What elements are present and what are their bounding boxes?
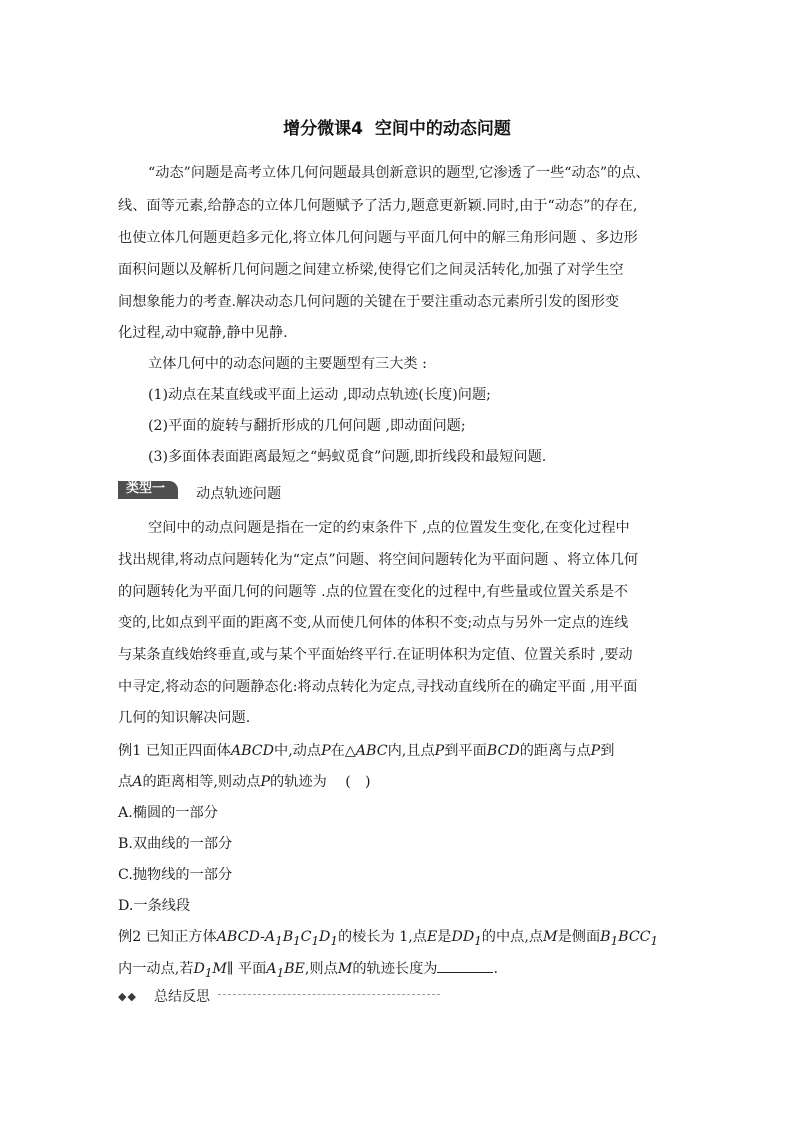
section-badge (118, 481, 178, 497)
math-m: M (543, 929, 558, 945)
math-cube: ABCD-$A_1B_1C_1D_1$ (216, 929, 338, 948)
math-e: E (426, 929, 438, 945)
example2-line-1: 例2 已知正方体ABCD-$A_1B_1C_1D_1$的棱长为 1,点E是$DD_1$的中点,点M是侧面$B_1BCC_1$ (118, 929, 659, 948)
intro-line-1: “动态”问题是高考立体几何问题最具创新意识的题型,它渗透了一些“动态”的点、 (148, 165, 650, 181)
intro-line-4: 面积问题以及解析几何问题之间建立桥梁,使得它们之间灵活转化,加强了对学生空 (118, 262, 624, 278)
section-title: 动点轨迹问题 (196, 486, 282, 502)
example2-line-2: 内一动点,若$D_1M\parallel$ 平面$A_1BE$,则点M的轨迹长度为 . (118, 958, 693, 983)
example1-label: 例1 (118, 743, 142, 759)
intro-line-3: 也使立体几何题更趋多元化,将立体几何问题与平面几何中的解三角形问题 、多边形 (118, 230, 638, 246)
example2-label: 例2 (118, 929, 142, 945)
section-line-2: 找出规律,将动点问题转化为“定点”问题、将空间问题转化为平面问题 、将立体几何 (118, 552, 639, 568)
answer-blank (437, 958, 493, 973)
math-d1m: $D_1M$ (193, 961, 227, 980)
math-dd1: $DD_1$ (451, 929, 482, 948)
type-item-1: (1)动点在某直线或平面上运动 ,即动点轨迹(长度)问题; (148, 387, 491, 403)
types-intro: 立体几何中的动态问题的主要题型有三大类 : (148, 356, 427, 372)
summary-label: 总结反思 (154, 989, 210, 1005)
option-a: A.椭圆的一部分 (118, 805, 218, 821)
answer-paren: ( ) (345, 774, 371, 790)
section-line-4: 变的,比如点到平面的距离不变,从而使几何体的体积不变;动点与另外一定点的连线 (118, 615, 629, 631)
page-title (0, 114, 794, 139)
section-line-1: 空间中的动点问题是指在一定的约束条件下 ,点的位置发生变化,在变化过程中 (148, 520, 630, 536)
section-badge-label: 类型一 (126, 481, 166, 496)
math-face: $B_1BCC_1$ (600, 929, 659, 948)
intro-line-2: 线、面等元素,给静态的立体几何题赋予了活力,题意更新颖.同时,由于“动态”的存在, (118, 198, 638, 214)
option-c: C.抛物线的一部分 (118, 867, 233, 883)
intro-line-6: 化过程,动中窥静,静中见静. (118, 325, 288, 341)
example1-line-2: 点A的距离相等,则动点P的轨迹为 ( ) (118, 774, 371, 790)
section-line-6: 中寻定,将动态的问题静态化:将动点转化为定点,寻找动直线所在的确定平面 ,用平面 (118, 679, 638, 695)
section-line-3: 的问题转化为平面几何的问题等 .点的位置在变化的过程中,有些量或位置关系是不 (118, 584, 629, 600)
diamond-icon: ◆◆ (118, 990, 137, 1003)
title-topic: 空间中的动态问题 (374, 119, 511, 139)
type-item-3: (3)多面体表面距离最短之“蚂蚁觅食”问题,即折线段和最短问题. (148, 449, 547, 465)
math-a1be: $A_1BE$ (266, 961, 305, 980)
option-b: B.双曲线的一部分 (118, 836, 233, 852)
section-line-7: 几何的知识解决问题. (118, 710, 251, 726)
type-item-2: (2)平面的旋转与翻折形成的几何问题 ,即动面问题; (148, 418, 466, 434)
section-line-5: 与某条直线始终垂直,或与某个平面始终平行.在证明体积为定值、位置关系时 ,要动 (118, 647, 633, 663)
dotted-divider (218, 994, 440, 995)
title-lesson-number: 增分微课4 (283, 119, 363, 139)
example1-line-1: 例1 已知正四面体ABCD中,动点P在△ABC内,且点P到平面BCD的距离与点P到 (118, 743, 615, 759)
option-d: D.一条线段 (118, 898, 191, 914)
math-m2: M (337, 961, 353, 977)
intro-line-5: 间想象能力的考查.解决动态几何问题的关键在于要注重动态元素所引发的图形变 (118, 294, 620, 310)
